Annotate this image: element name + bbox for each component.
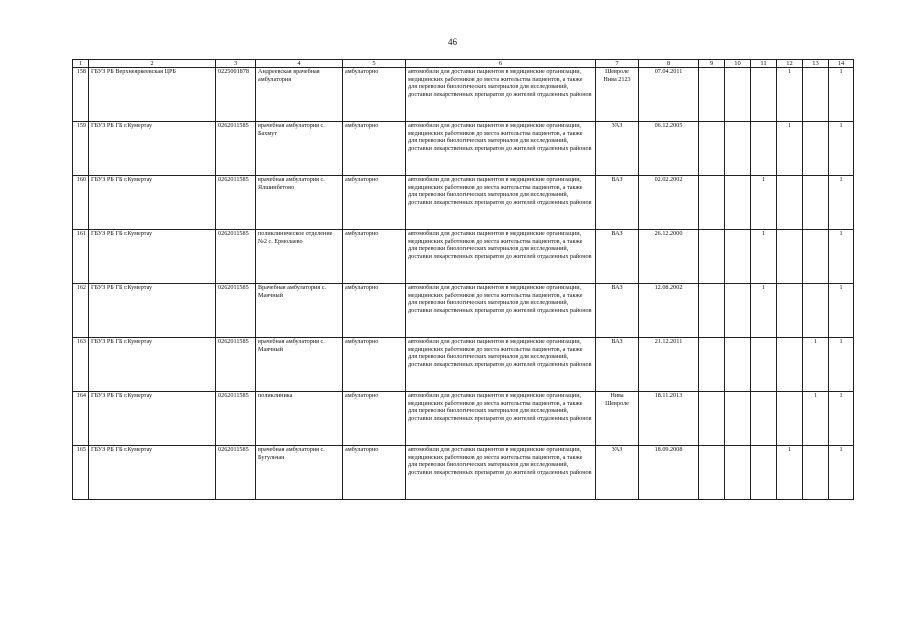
inn-cell: 0262011585	[216, 338, 256, 392]
registration-date-cell: 06.12.2005	[639, 122, 699, 176]
organization-cell: ГБУЗ РБ ГБ г.Кумертау	[89, 446, 216, 500]
vehicle-brand-cell: ВАЗ	[596, 230, 639, 284]
col-10-cell	[725, 446, 751, 500]
col-10-cell	[725, 122, 751, 176]
row-number-cell: 162	[73, 284, 89, 338]
header-cell: 9	[699, 60, 725, 68]
inn-cell: 0262011585	[216, 122, 256, 176]
col-13-cell	[803, 230, 829, 284]
col-12-cell	[777, 284, 803, 338]
vehicle-purpose-cell: автомобили для доставки пациентов в медицинские организации, медицинских работников до места жительства пациентов, а также для перевозки биологических материалов для исследований, доставки лекарственных препаратов до жителей отдаленных районов	[406, 446, 596, 500]
subdivision-cell: врачебная амбулатория с. Ялшинбетово	[256, 176, 343, 230]
col-9-cell	[699, 122, 725, 176]
inn-cell: 0262011585	[216, 392, 256, 446]
col-14-cell: 1	[829, 122, 854, 176]
table-row	[73, 230, 854, 284]
vehicle-brand-cell: ВАЗ	[596, 338, 639, 392]
header-cell: 2	[89, 60, 216, 68]
vehicle-purpose-cell: автомобили для доставки пациентов в медицинские организации, медицинских работников до места жительства пациентов, а также для перевозки биологических материалов для исследований, доставки лекарственных препаратов до жителей отдаленных районов	[406, 284, 596, 338]
registration-date-cell: 12.08.2002	[639, 284, 699, 338]
care-type-cell: амбулаторно	[343, 284, 406, 338]
registration-date-cell: 26.12.2000	[639, 230, 699, 284]
row-number-cell: 159	[73, 122, 89, 176]
vehicle-brand-cell: УАЗ	[596, 122, 639, 176]
inn-cell: 0262011585	[216, 284, 256, 338]
subdivision-cell: поликлиника	[256, 392, 343, 446]
header-cell: 1	[73, 60, 89, 68]
row-number-cell: 165	[73, 446, 89, 500]
table-row	[73, 338, 854, 392]
col-11-cell	[751, 338, 777, 392]
col-14-cell: 1	[829, 176, 854, 230]
row-number-cell: 158	[73, 68, 89, 122]
registration-date-cell: 02.02.2002	[639, 176, 699, 230]
inn-cell: 0262011585	[216, 446, 256, 500]
care-type-cell: амбулаторно	[343, 230, 406, 284]
subdivision-cell: Андреевская врачебная амбулатория	[256, 68, 343, 122]
col-13-cell: 1	[803, 392, 829, 446]
col-9-cell	[699, 338, 725, 392]
vehicle-purpose-cell: автомобили для доставки пациентов в медицинские организации, медицинских работников до места жительства пациентов, а также для перевозки биологических материалов для исследований, доставки лекарственных препаратов до жителей отдаленных районов	[406, 230, 596, 284]
vehicle-registry-table	[72, 59, 854, 500]
table-row	[73, 176, 854, 230]
col-9-cell	[699, 176, 725, 230]
col-11-cell	[751, 392, 777, 446]
care-type-cell: амбулаторно	[343, 122, 406, 176]
table-row	[73, 284, 854, 338]
header-cell: 7	[596, 60, 639, 68]
vehicle-brand-cell: ВАЗ	[596, 284, 639, 338]
col-14-cell: 1	[829, 68, 854, 122]
col-12-cell	[777, 392, 803, 446]
vehicle-brand-cell: ВАЗ	[596, 176, 639, 230]
col-14-cell: 1	[829, 392, 854, 446]
col-9-cell	[699, 68, 725, 122]
row-number-cell: 164	[73, 392, 89, 446]
col-11-cell	[751, 122, 777, 176]
col-14-cell: 1	[829, 446, 854, 500]
organization-cell: ГБУЗ РБ ГБ г.Кумертау	[89, 122, 216, 176]
header-cell: 8	[639, 60, 699, 68]
col-11-cell	[751, 446, 777, 500]
col-10-cell	[725, 176, 751, 230]
inn-cell: 0225001878	[216, 68, 256, 122]
col-13-cell	[803, 68, 829, 122]
organization-cell: ГБУЗ РБ ГБ г.Кумертау	[89, 284, 216, 338]
organization-cell: ГБУЗ РБ ГБ г.Кумертау	[89, 176, 216, 230]
vehicle-purpose-cell: автомобили для доставки пациентов в медицинские организации, медицинских работников до места жительства пациентов, а также для перевозки биологических материалов для исследований, доставки лекарственных препаратов до жителей отдаленных районов	[406, 122, 596, 176]
vehicle-brand-cell: УАЗ	[596, 446, 639, 500]
subdivision-cell: врачебная амбулатория с. Бахмут	[256, 122, 343, 176]
row-number-cell: 160	[73, 176, 89, 230]
header-cell: 14	[829, 60, 854, 68]
vehicle-purpose-cell: автомобили для доставки пациентов в медицинские организации, медицинских работников до места жительства пациентов, а также для перевозки биологических материалов для исследований, доставки лекарственных препаратов до жителей отдаленных районов	[406, 392, 596, 446]
col-14-cell: 1	[829, 338, 854, 392]
col-13-cell	[803, 284, 829, 338]
organization-cell: ГБУЗ РБ ГБ г.Кумертау	[89, 230, 216, 284]
col-11-cell: 1	[751, 230, 777, 284]
inn-cell: 0262011585	[216, 176, 256, 230]
col-13-cell: 1	[803, 338, 829, 392]
col-11-cell: 1	[751, 284, 777, 338]
col-12-cell: 1	[777, 446, 803, 500]
col-11-cell	[751, 68, 777, 122]
header-cell: 3	[216, 60, 256, 68]
header-cell: 12	[777, 60, 803, 68]
subdivision-cell: Врачебная амбулатория с. Маячный	[256, 284, 343, 338]
table-row	[73, 392, 854, 446]
vehicle-purpose-cell: автомобили для доставки пациентов в медицинские организации, медицинских работников до места жительства пациентов, а также для перевозки биологических материалов для исследований, доставки лекарственных препаратов до жителей отдаленных районов	[406, 176, 596, 230]
vehicle-brand-cell: Нива Шевроле	[596, 392, 639, 446]
table-row	[73, 122, 854, 176]
care-type-cell: амбулаторно	[343, 392, 406, 446]
header-cell: 11	[751, 60, 777, 68]
row-number-cell: 161	[73, 230, 89, 284]
registration-date-cell: 21.12.2011	[639, 338, 699, 392]
col-10-cell	[725, 338, 751, 392]
table-row	[73, 68, 854, 122]
col-9-cell	[699, 446, 725, 500]
row-number-cell: 163	[73, 338, 89, 392]
care-type-cell: амбулаторно	[343, 338, 406, 392]
col-12-cell	[777, 338, 803, 392]
organization-cell: ГБУЗ РБ ГБ г.Кумертау	[89, 338, 216, 392]
col-13-cell	[803, 446, 829, 500]
col-11-cell: 1	[751, 176, 777, 230]
registration-date-cell: 18.09.2008	[639, 446, 699, 500]
vehicle-purpose-cell: автомобили для доставки пациентов в медицинские организации, медицинских работников до места жительства пациентов, а также для перевозки биологических материалов для исследований, доставки лекарственных препаратов до жителей отдаленных районов	[406, 338, 596, 392]
registration-date-cell: 18.11.2013	[639, 392, 699, 446]
col-13-cell	[803, 176, 829, 230]
col-10-cell	[725, 68, 751, 122]
registration-date-cell: 07.04.2011	[639, 68, 699, 122]
col-12-cell: 1	[777, 122, 803, 176]
care-type-cell: амбулаторно	[343, 68, 406, 122]
col-14-cell: 1	[829, 230, 854, 284]
col-9-cell	[699, 230, 725, 284]
col-10-cell	[725, 230, 751, 284]
header-cell: 6	[406, 60, 596, 68]
col-10-cell	[725, 284, 751, 338]
subdivision-cell: врачебная амбулатория с. Бугульчан	[256, 446, 343, 500]
subdivision-cell: врачебная амбулатория с. Маячный	[256, 338, 343, 392]
care-type-cell: амбулаторно	[343, 446, 406, 500]
col-12-cell	[777, 176, 803, 230]
organization-cell: ГБУЗ РБ ГБ г.Кумертау	[89, 392, 216, 446]
header-cell: 5	[343, 60, 406, 68]
subdivision-cell: поликлиническое отделение №2 с. Ермолаево	[256, 230, 343, 284]
header-cell: 4	[256, 60, 343, 68]
care-type-cell: амбулаторно	[343, 176, 406, 230]
col-9-cell	[699, 392, 725, 446]
col-13-cell	[803, 122, 829, 176]
col-14-cell: 1	[829, 284, 854, 338]
table-row	[73, 446, 854, 500]
col-12-cell: 1	[777, 68, 803, 122]
inn-cell: 0262011585	[216, 230, 256, 284]
col-10-cell	[725, 392, 751, 446]
header-cell: 10	[725, 60, 751, 68]
header-cell: 13	[803, 60, 829, 68]
vehicle-brand-cell: Шевроле Нива 2123	[596, 68, 639, 122]
col-12-cell	[777, 230, 803, 284]
column-number-row	[73, 60, 854, 68]
vehicle-purpose-cell: автомобили для доставки пациентов в медицинские организации, медицинских работников до места жительства пациентов, а также для перевозки биологических материалов для исследований, доставки лекарственных препаратов до жителей отдаленных районов	[406, 68, 596, 122]
col-9-cell	[699, 284, 725, 338]
page-number: 46	[448, 37, 457, 47]
organization-cell: ГБУЗ РБ Верхнеяркеевская ЦРБ	[89, 68, 216, 122]
